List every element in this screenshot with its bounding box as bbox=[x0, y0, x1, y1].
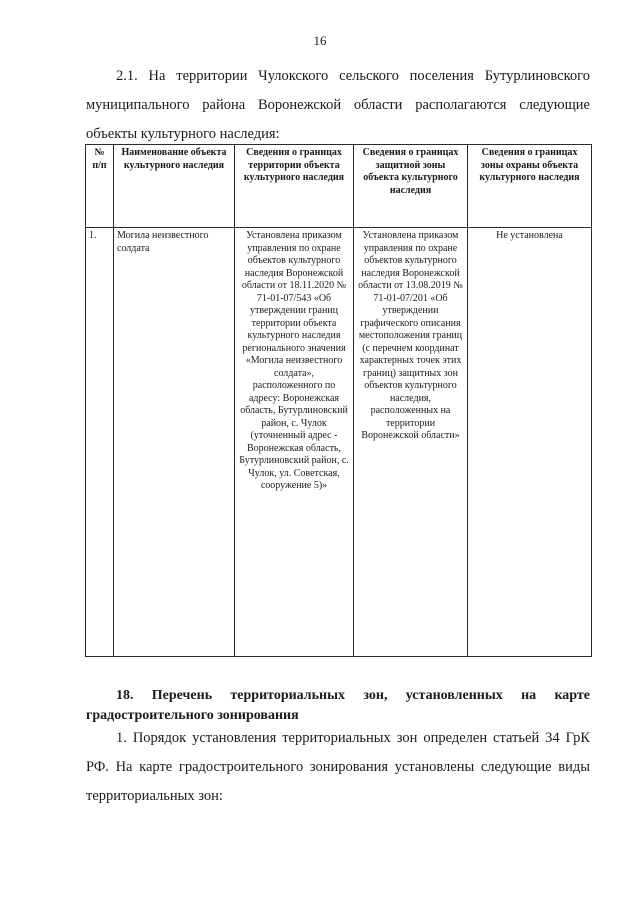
header-number: № п/п bbox=[86, 145, 114, 228]
cell-object-name: Могила неизвестного солдата bbox=[114, 228, 235, 657]
cell-protection-zone-bounds: Не установлена bbox=[468, 228, 592, 657]
section-heading bbox=[86, 686, 590, 726]
intro-paragraph bbox=[86, 62, 590, 149]
header-object-name: Наименование объекта культурного наследия bbox=[114, 145, 235, 228]
cell-protective-zone-bounds: Установлена приказом управления по охране объектов культурного наследия Воронежской области от 13.08.2019 № 71-01-07/201 «Об утверждении графического описания местоположения границ (с перечнем координат характерных точек этих границ) защитных зон объектов культурного наследия, расположенных на территории Воронежской области» bbox=[354, 228, 468, 657]
table-row bbox=[86, 228, 592, 657]
section-heading-text: 18. Перечень территориальных зон, установленных на карте градостроительного зонирования bbox=[86, 688, 590, 723]
header-territory-bounds: Сведения о границах территории объекта культурного наследия bbox=[235, 145, 354, 228]
cell-number: 1. bbox=[86, 228, 114, 657]
body-paragraph bbox=[86, 724, 590, 811]
table-header-row bbox=[86, 145, 592, 228]
body-paragraph-text: 1. Порядок установления территориальных зон определен статьей 34 ГрК РФ. На карте градостроительного зонирования установлены следующие виды территориальных зон: bbox=[86, 730, 590, 804]
intro-text: 2.1. На территории Чулокского сельского поселения Бутурлиновского муниципального района Воронежской области располагаются следующие объекты культурного наследия: bbox=[86, 68, 590, 142]
header-protective-zone-bounds: Сведения о границах защитной зоны объекта культурного наследия bbox=[354, 145, 468, 228]
page-number: 16 bbox=[313, 33, 327, 48]
heritage-table bbox=[85, 144, 592, 657]
header-protection-zone-bounds: Сведения о границах зоны охраны объекта культурного наследия bbox=[468, 145, 592, 228]
cell-territory-bounds: Установлена приказом управления по охране объектов культурного наследия Воронежской области от 18.11.2020 № 71-01-07/543 «Об утверждении границ территории объекта культурного наследия регионального значения «Могила неизвестного солдата», расположенного по адресу: Воронежская область, Бутурлиновский район, с. Чулок (уточненный адрес - Воронежская область, Бутурлиновский район, с. Чулок, ул. Советская, сооружение 5)» bbox=[235, 228, 354, 657]
